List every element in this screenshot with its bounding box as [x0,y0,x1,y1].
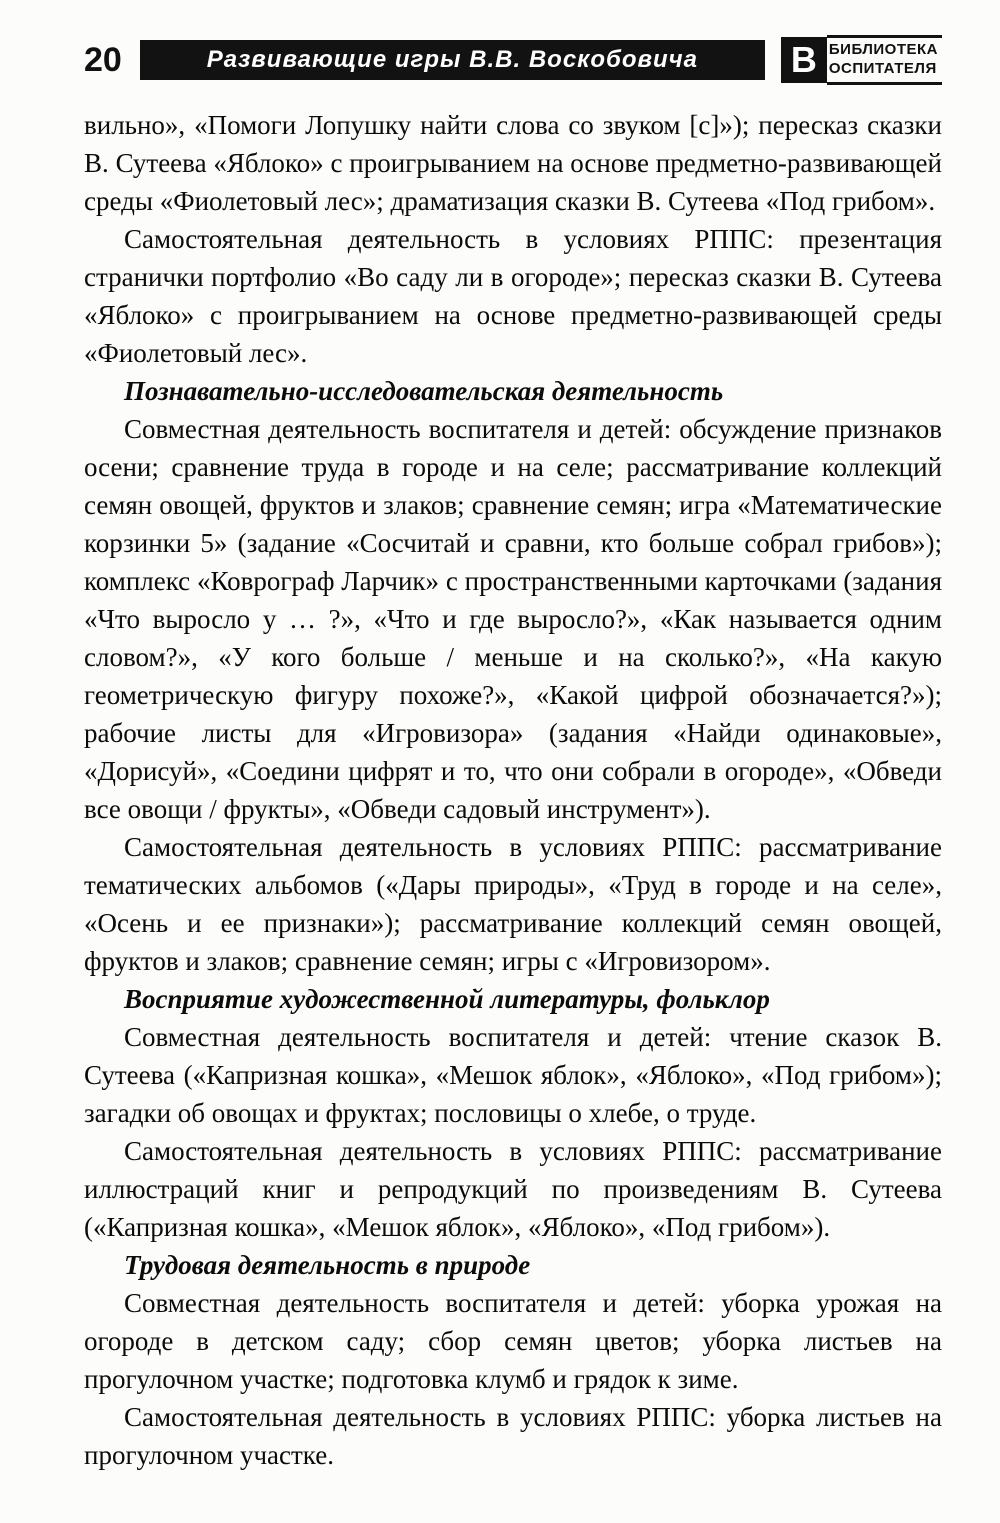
section-heading: Восприятие художественной литературы, фольклор [124,984,770,1014]
page-body [84,106,942,1474]
publisher-logo-text [827,35,942,85]
paragraph: Самостоятельная деятельность в условиях РППС: презентация странички портфолио «Во саду ли в огороде»; пересказ сказки В. Сутеева «Яблоко» с проигрыванием на основе предметно-развивающей среды «Фиолетовый лес». [84,224,942,368]
paragraph: Самостоятельная деятельность в условиях РППС: уборка листьев на прогулочном участке. [84,1402,942,1470]
section-heading: Познавательно-исследовательская деятельность [124,376,724,406]
paragraph: Совместная деятельность воспитателя и детей: уборка урожая на огороде в детском саду; сбор семян цветов; уборка листьев на прогулочном участке; подготовка клумб и грядок к зиме. [84,1288,942,1394]
section-heading: Трудовая деятельность в природе [124,1250,531,1280]
paragraph: Совместная деятельность воспитателя и детей: обсуждение признаков осени; сравнение труда в городе и на селе; рассматривание коллекций семян овощей, фруктов и злаков; сравнение семян; игра «Математические корзинки 5» (задание «Сосчитай и сравни, кто больше собрал грибов»); комплекс «Коврограф Ларчик» с пространственными карточками (задания «Что выросло у … ?», «Что и где выросло?», «Как называется одним словом?», «У кого больше / меньше и на сколько?», «На какую геометрическую фигуру похоже?», «Какой цифрой обозначается?»); рабочие листы для «Игровизора» (задания «Найди одинаковые», «Дорисуй», «Соедини цифрят и то, что они собрали в огороде», «Обведи все овощи / фрукты», «Обведи садовый инструмент»). [84,414,942,824]
paragraph: Самостоятельная деятельность в условиях РППС: рассматривание тематических альбомов («Дары природы», «Труд в городе и на селе», «Осень и ее признаки»); рассматривание коллекций семян овощей, фруктов и злаков; сравнение семян; игры с «Игровизором». [84,832,942,976]
paragraph: Совместная деятельность воспитателя и детей: чтение сказок В. Сутеева («Капризная кошка», «Мешок яблок», «Яблоко», «Под грибом»); загадки об овощах и фруктах; пословицы о хлебе, о труде. [84,1022,942,1128]
publisher-logo-line2: ОСПИТАТЕЛЯ [828,60,937,77]
page-header [84,36,942,84]
publisher-logo [781,36,942,84]
running-title: Развивающие игры В.В. Воскобовича [140,40,765,80]
paragraph: Самостоятельная деятельность в условиях РППС: рассматривание иллюстраций книг и репродукций по произведениям В. Сутеева («Капризная кошка», «Мешок яблок», «Яблоко», «Под грибом»). [84,1136,942,1242]
publisher-logo-line1: БИБЛИОТЕКА [828,41,938,59]
publisher-logo-letter: В [781,37,827,83]
page-number: 20 [84,41,122,79]
paragraph: вильно», «Помоги Лопушку найти слова со звуком [с]»); пересказ сказки В. Сутеева «Яблоко» с проигрыванием на основе предметно-развивающей среды «Фиолетовый лес»; драматизация сказки В. Сутеева «Под грибом». [84,110,942,216]
